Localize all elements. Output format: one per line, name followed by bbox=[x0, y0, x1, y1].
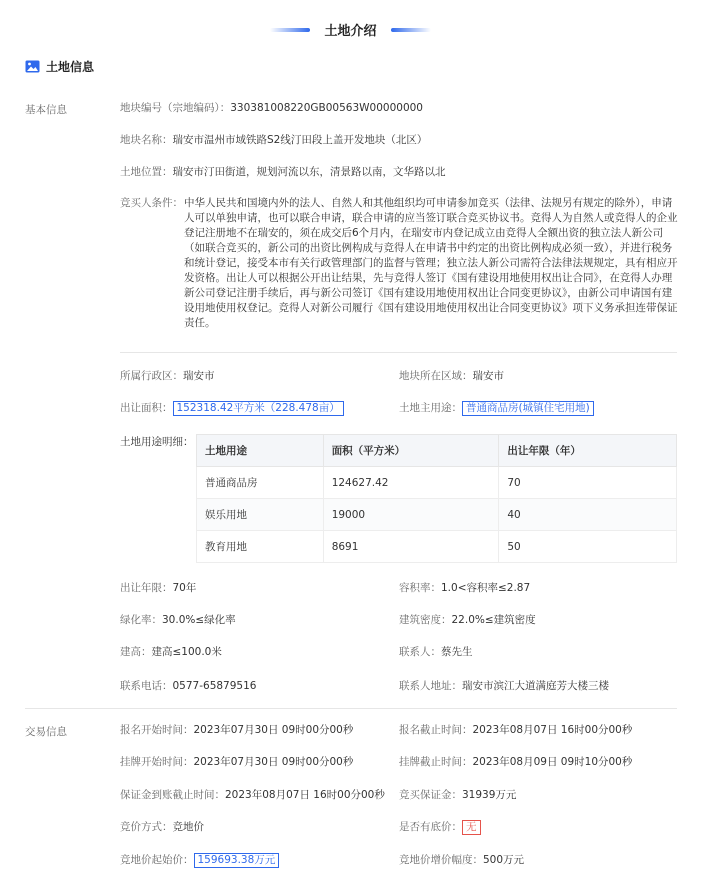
location-label: 土地位置： bbox=[120, 166, 173, 178]
green-row bbox=[120, 613, 236, 627]
table-row bbox=[197, 499, 677, 531]
reg-end-label: 报名截止时间： bbox=[399, 724, 473, 736]
height-value: 建高≤100.0米 bbox=[151, 646, 222, 658]
column-header: 面积（平方米） bbox=[323, 435, 499, 467]
location-row bbox=[120, 165, 446, 179]
density-row bbox=[399, 613, 536, 627]
page-header bbox=[0, 0, 702, 60]
column-header: 土地用途 bbox=[197, 435, 324, 467]
table-cell: 124627.42 bbox=[323, 467, 499, 499]
district-value: 瑞安市 bbox=[183, 370, 215, 382]
bidder-label: 竞买人条件： bbox=[120, 197, 183, 209]
section-header bbox=[25, 58, 94, 75]
header-decoration-right bbox=[391, 28, 431, 32]
reserve-label: 是否有底价： bbox=[399, 821, 462, 833]
sale-area-label: 出让面积： bbox=[120, 402, 173, 414]
main-use-value: 普通商品房(城镇住宅用地) bbox=[462, 401, 594, 416]
table-cell: 娱乐用地 bbox=[197, 499, 324, 531]
table-cell: 50 bbox=[499, 531, 677, 563]
table-cell: 普通商品房 bbox=[197, 467, 324, 499]
phone-row bbox=[120, 679, 256, 693]
sale-area-row bbox=[120, 401, 344, 416]
list-start-value: 2023年07月30日 09时00分00秒 bbox=[193, 756, 354, 768]
use-detail-label: 土地用途明细： bbox=[120, 436, 194, 448]
address-label: 联系人地址： bbox=[399, 680, 462, 692]
start-price-value: 159693.38万元 bbox=[194, 853, 280, 868]
section-title: 土地信息 bbox=[46, 60, 95, 74]
table-header-row bbox=[197, 435, 677, 467]
column-header: 出让年限（年） bbox=[499, 435, 677, 467]
table-cell: 40 bbox=[499, 499, 677, 531]
years-label: 出让年限： bbox=[120, 582, 173, 594]
table-row bbox=[197, 467, 677, 499]
parcel-name-row bbox=[120, 133, 427, 147]
method-label: 竞价方式： bbox=[120, 821, 173, 833]
deposit-row bbox=[399, 788, 516, 802]
parcel-name-value: 瑞安市温州市域铁路S2线汀田段上盖开发地块（北区） bbox=[172, 134, 428, 146]
main-use-label: 土地主用途： bbox=[399, 402, 462, 414]
years-value: 70年 bbox=[172, 582, 197, 594]
parcel-no-label: 地块编号（宗地编码）： bbox=[120, 102, 231, 114]
start-price-row bbox=[120, 853, 279, 868]
reg-end-value: 2023年08月07日 16时00分00秒 bbox=[472, 724, 633, 736]
contact-value: 蔡先生 bbox=[441, 646, 473, 658]
reg-start-label: 报名开始时间： bbox=[120, 724, 194, 736]
deposit-value: 31939万元 bbox=[462, 789, 517, 801]
sale-area-value: 152318.42平方米（228.478亩） bbox=[173, 401, 344, 416]
bidder-text: 中华人民共和国境内外的法人、自然人和其他组织均可申请参加竞买（法律、法规另有规定的除外），申请人可以单独申请，也可以联合申请，联合申请的应当签订联合竞买协议书。竞得人为自然人或竞得人的企业登记注册地不在瑞安的，须在成交后6个月内，在瑞安市内登记成立由竞得人全额出资的独立法人新公司（如联合竞买的，新公司的出资比例构成与竞得人在申请书中约定的出资比例构成必须一致），并进行税务和统计登记，接受本市有关行政管理部门的监督与管理；独立法人新公司需符合法律法规规定，具有相应开发资格。出让人可以根据公开出让结果，先与竞得人签订《国有建设用地使用权出让合同》，在竞得人办理新公司登记注册手续后，再与新公司签订《国有建设用地使用权出让合同变更协议》，由新公司申请国有建设用地使用权登记。竞得人对新公司履行《国有建设用地使用权出让合同变更协议》项下义务承担连带保证责任。 bbox=[184, 197, 678, 329]
trade-info-label: 交易信息 bbox=[25, 726, 67, 738]
increment-label: 竞地价增价幅度： bbox=[399, 854, 483, 866]
far-row bbox=[399, 581, 530, 595]
page-title: 土地介绍 bbox=[324, 24, 377, 39]
parcel-no-value: 330381008220GB00563W00000000 bbox=[230, 102, 423, 114]
list-end-value: 2023年08月09日 09时10分00秒 bbox=[472, 756, 633, 768]
height-label: 建高： bbox=[120, 646, 152, 658]
start-price-label: 竞地价起始价： bbox=[120, 854, 194, 866]
density-label: 建筑密度： bbox=[399, 614, 452, 626]
phone-label: 联系电话： bbox=[120, 680, 173, 692]
address-value: 瑞安市滨江大道满庭芳大楼三楼 bbox=[462, 680, 609, 692]
deposit-deadline-label: 保证金到账截止时间： bbox=[120, 789, 225, 801]
contact-label: 联系人： bbox=[399, 646, 441, 658]
increment-value: 500万元 bbox=[483, 854, 525, 866]
years-row bbox=[120, 581, 196, 595]
phone-value: 0577-65879516 bbox=[172, 680, 257, 692]
image-icon bbox=[25, 60, 40, 73]
list-end-label: 挂牌截止时间： bbox=[399, 756, 473, 768]
method-value: 竞地价 bbox=[172, 821, 204, 833]
green-value: 30.0%≤绿化率 bbox=[162, 614, 236, 626]
divider bbox=[120, 352, 677, 353]
table-cell: 8691 bbox=[323, 531, 499, 563]
table-cell: 教育用地 bbox=[197, 531, 324, 563]
parcel-no-row bbox=[120, 101, 423, 115]
table-cell: 19000 bbox=[323, 499, 499, 531]
header-decoration-left bbox=[270, 28, 310, 32]
table-cell: 70 bbox=[499, 467, 677, 499]
table-row bbox=[197, 531, 677, 563]
area-region-row bbox=[399, 369, 504, 383]
list-start-label: 挂牌开始时间： bbox=[120, 756, 194, 768]
reg-end-row bbox=[399, 723, 632, 737]
basic-info-label: 基本信息 bbox=[25, 104, 67, 116]
parcel-name-label: 地块名称： bbox=[120, 134, 173, 146]
density-value: 22.0%≤建筑密度 bbox=[451, 614, 536, 626]
green-label: 绿化率： bbox=[120, 614, 162, 626]
reserve-badge: 无 bbox=[462, 820, 481, 835]
area-region-value: 瑞安市 bbox=[472, 370, 504, 382]
method-row bbox=[120, 820, 204, 834]
location-value: 瑞安市汀田街道，规划河流以东，清景路以南，文华路以北 bbox=[172, 166, 446, 178]
reg-start-value: 2023年07月30日 09时00分00秒 bbox=[193, 724, 354, 736]
section-divider bbox=[25, 708, 677, 709]
address-row bbox=[399, 679, 609, 693]
far-label: 容积率： bbox=[399, 582, 441, 594]
deposit-label: 竞买保证金： bbox=[399, 789, 462, 801]
district-label: 所属行政区： bbox=[120, 370, 183, 382]
deposit-deadline-value: 2023年08月07日 16时00分00秒 bbox=[225, 789, 385, 801]
increment-row bbox=[399, 853, 524, 867]
list-start-row bbox=[120, 755, 353, 769]
deposit-deadline-row bbox=[120, 788, 385, 802]
reg-start-row bbox=[120, 723, 353, 737]
area-region-label: 地块所在区域： bbox=[399, 370, 473, 382]
list-end-row bbox=[399, 755, 632, 769]
main-use-row bbox=[399, 401, 594, 416]
far-value: 1.0<容积率≤2.87 bbox=[441, 582, 531, 594]
bidder-conditions bbox=[120, 196, 680, 331]
land-use-table bbox=[196, 434, 677, 563]
district-row bbox=[120, 369, 215, 383]
reserve-row bbox=[399, 820, 481, 835]
height-row bbox=[120, 645, 222, 659]
contact-row bbox=[399, 645, 473, 659]
